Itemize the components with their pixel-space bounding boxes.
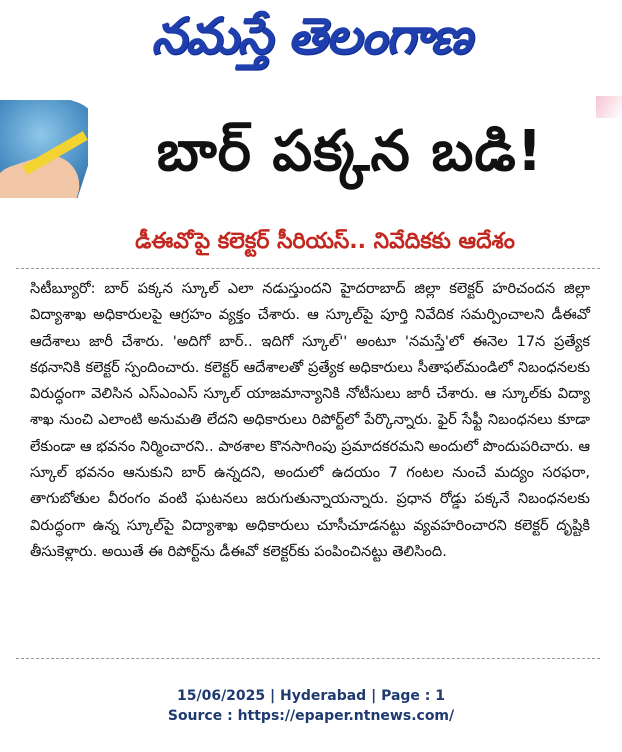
footer-source-line: Source : https://epaper.ntnews.com/ xyxy=(167,708,455,724)
page-footer xyxy=(0,686,622,726)
subheadline xyxy=(40,222,610,266)
article-photo xyxy=(0,100,88,198)
masthead xyxy=(0,0,622,84)
newspaper-logo: నమస్తే తెలంగాణ xyxy=(151,6,471,65)
headline xyxy=(90,118,610,198)
headline-subtitle: డీఈవోపై కలెక్టర్ సీరియస్.. నివేదికకు ఆదేశం xyxy=(135,229,515,254)
article-body xyxy=(30,276,590,565)
top-divider xyxy=(16,268,600,269)
article-paragraph: సిటీబ్యూరో: బార్ పక్కన స్కూల్ ఎలా నడుస్తుందని హైదరాబాద్ జిల్లా కలెక్టర్ హరిచందన జిల్లా విద్యాశాఖ అధికారులపై ఆగ్రహం వ్యక్తం చేశారు. ఆ స్కూల్‌పై పూర్తి నివేదిక సమర్పించాలని డీఈవో ఆదేశాలు జారీ చేశారు. 'అదిగో బార్.. ఇదిగో స్కూల్'' అంటూ 'నమస్తే'లో ఈనెల 17న ప్రత్యేక కథనానికి కలెక్టర్ స్పందించారు. కలెక్టర్ ఆదేశాలతో ప్రత్యేక అధికారులు సీతాఫల్‌మండిలో నిబంధనలకు విరుద్ధంగా వెలిసిన ఎస్ఎంఎస్ స్కూల్ యాజమాన్యానికి నోటీసులు జారీ చేశారు. ఆ స్కూల్‌కు విద్యా శాఖ నుంచి ఎలాంటి అనుమతి లేదని అధికారులు రిపోర్ట్‌లో పేర్కొన్నారు. ఫైర్ సేఫ్టీ నిబంధనలు కూడా లేకుండా ఆ భవనం నిర్మించారని.. పాఠశాల కొనసాగింపు ప్రమాదకరమని అందులో పొందుపరిచారు. ఆ స్కూల్ భవనం ఆనుకుని బార్ ఉన్నదని, అందులో ఉదయం 7 గంటల నుంచే మద్యం సరఫరా, తాగుబోతుల వీరంగం వంటి ఘటనలు జరుగుతున్నాయన్నారు. ప్రధాన రోడ్డు పక్కనే నిబంధనలకు విరుద్ధంగా ఉన్న స్కూల్‌పై విద్యాశాఖ అధికారులు చూసీచూడనట్టు వ్యవహరించారని కలెక్టర్ దృష్టికి తీసుకెళ్లారు. అయితే ఈ రిపోర్ట్‌ను డీఈవో కలెక్టర్‌కు పంపించినట్టు తెలిసింది. xyxy=(30,280,590,560)
footer-date-line: 15/06/2025 | Hyderabad | Page : 1 xyxy=(176,688,446,704)
headline-title: బార్ పక్కన బడి! xyxy=(156,118,544,184)
photo-fragment xyxy=(596,96,622,118)
bottom-divider xyxy=(16,658,600,659)
